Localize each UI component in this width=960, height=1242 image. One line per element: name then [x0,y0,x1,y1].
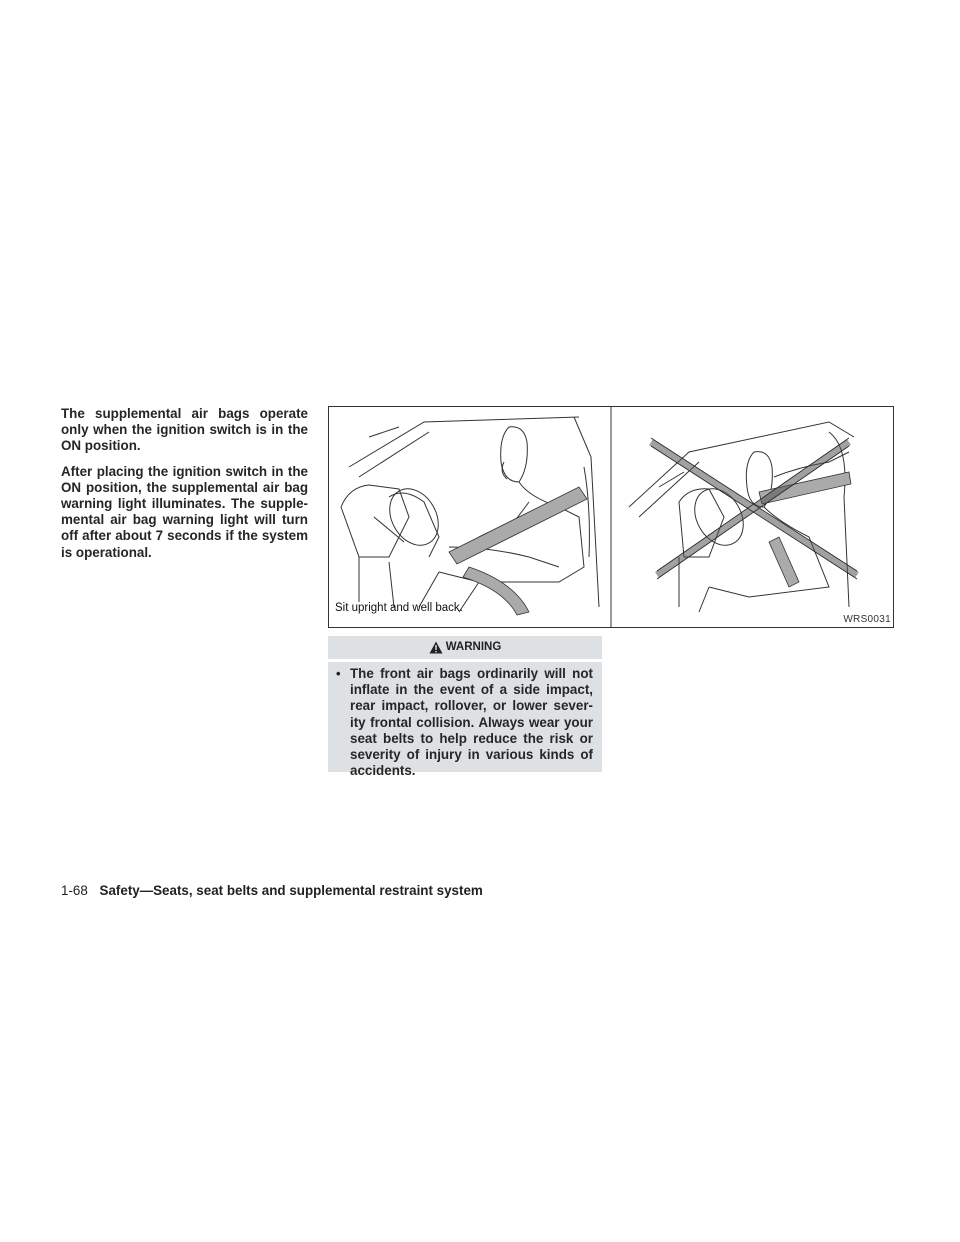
correct-posture-drawing [341,417,599,612]
warning-box [328,636,602,779]
warning-text: The front air bags ordinarily will not inflate in the event of a side impact, rear impact, rollover, or lower sever-ity frontal collision. Always wear your seat belts to help reduce the risk or severity of injury in various kinds of accidents. [350,666,593,779]
page-footer [61,883,483,898]
warning-bullet: • [336,666,341,681]
page-number: 1-68 [61,883,88,898]
warning-divider [328,659,602,662]
paragraph-warning-light: After placing the ignition switch in the ON position, the supplemental air bag warning light illuminates. The supple-mental air bag warning light will turn off after about 7 seconds if the system is operational. [61,463,308,560]
warning-title: WARNING [445,641,502,653]
illustration-drawing [329,407,893,627]
figure-code: WRS0031 [843,614,891,625]
warning-triangle-icon [429,641,443,654]
seating-position-illustration [328,406,894,628]
section-title: Safety—Seats, seat belts and supplemental restraint system [99,883,483,898]
figure-caption: Sit upright and well back. [335,602,463,614]
warning-header [328,636,602,658]
body-text-column [61,406,308,570]
paragraph-airbag-operation: The supplemental air bags operate only when the ignition switch is in the ON position. [61,406,308,454]
